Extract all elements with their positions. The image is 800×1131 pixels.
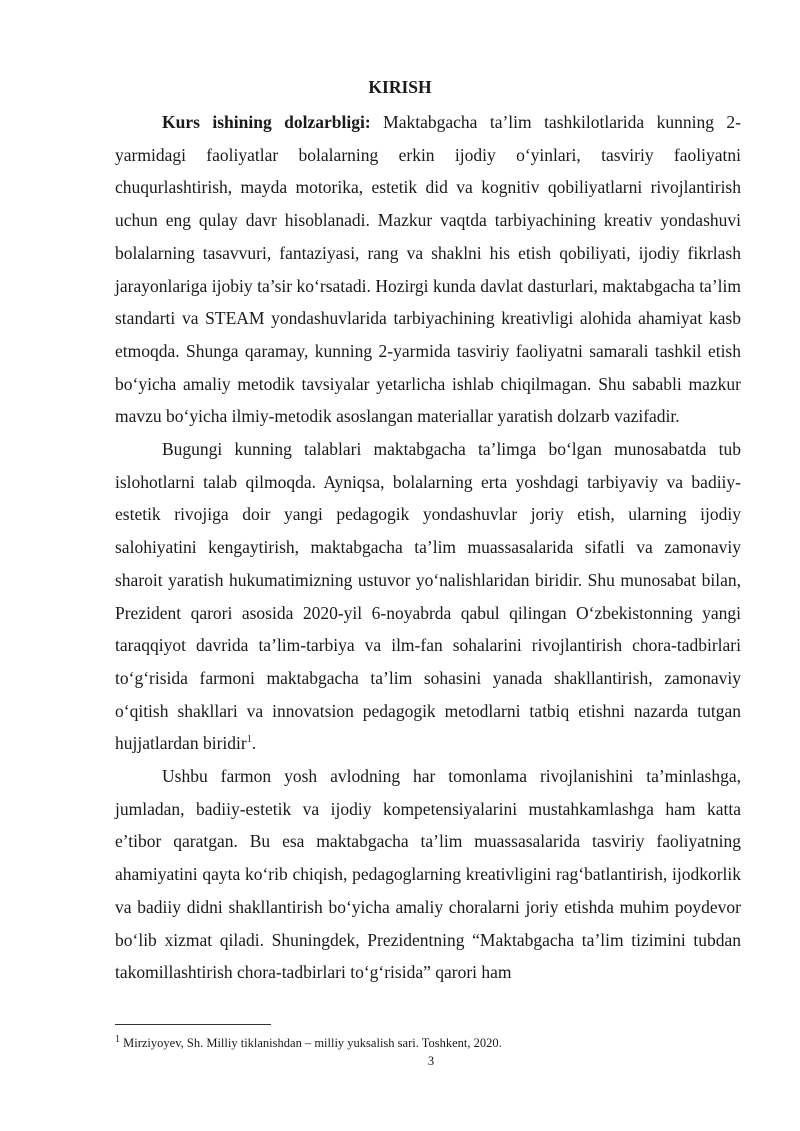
paragraph-text: Maktabgacha ta’lim tashkilotlarida kunning 2-yarmidagi faoliyatlar bolalarning erkin ijodiy o‘yinlari, tasviriy faoliyatni chuqurlashtirish, mayda motorika, estetik did va kognitiv qobiliyatlarni rivojlantirish uchun eng qulay davr hisoblanadi. Mazkur vaqtda tarbiyachining kreativ yondashuvi bolalarning tasavvuri, fantaziyasi, rang va shaklni his etish qobiliyati, ijodiy fikrlash jarayonlariga ijobiy ta’sir ko‘rsatadi. Hozirgi kunda davlat dasturlari, maktabgacha ta’lim standarti va STEAM yondashuvlarida tarbiyachining kreativligi alohida ahamiyat kasb etmoqda. Shunga qaramay, kunning 2-yarmida tasviriy faoliyatni samarali tashkil etish bo‘yicha amaliy metodik tavsiyalar yetarlicha ishlab chiqilmagan. Shu sababli mazkur mavzu bo‘yicha ilmiy-metodik asoslangan materiallar yaratish dolzarb vazifadir. xyxy=(115,112,742,427)
page-title: KIRISH xyxy=(368,77,432,97)
paragraph-text: Bugungi kunning talablari maktabgacha ta’limga bo‘lgan munosabatda tub islohotlarni talab qilmoqda. Ayniqsa, bolalarning erta yoshdagi tarbiyaviy va badiiy-estetik rivojiga doir yangi pedagogik yondashuvlar joriy etish, ularning ijodiy salohiyatini kengaytirish, maktabgacha ta’lim muassasalarida sifatli va zamonaviy sharoit yaratish hukumatimizning ustuvor yo‘nalishlaridan biridir. Shu munosabat bilan, Prezident qarori asosida 2020-yil 6-noyabrda qabul qilingan O‘zbekistonning yangi taraqqiyot davrida ta’lim-tarbiya va ilm-fan sohalarini rivojlantirish chora-tadbirlari to‘g‘risida farmoni maktabgacha ta’lim sohasini yanada shakllantirish, zamonaviy o‘qitish shakllari va innovatsion pedagogik metodlarni tatbiq etishni nazarda tutgan hujjatlardan biridir xyxy=(115,439,741,754)
footnote-divider xyxy=(115,1024,271,1025)
paragraph-3 xyxy=(115,760,741,989)
paragraph-2 xyxy=(115,433,741,760)
paragraph-1 xyxy=(115,106,741,433)
footnote-text: Mirziyoyev, Sh. Milliy tiklanishdan – milliy yuksalish sari. Toshkent, 2020. xyxy=(120,1036,502,1051)
paragraph-text: Ushbu farmon yosh avlodning har tomonlama rivojlanishini ta’minlashga, jumladan, badiiy-estetik va ijodiy kompetensiyalarini mustahkamlashga ham katta e’tibor qaratgan. Bu esa maktabgacha ta’lim muassasalarida tasviriy faoliyatning ahamiyatini qayta ko‘rib chiqish, pedagoglarning kreativligini rag‘batlantirish, ijodkorlik va badiiy didni shakllantirish bo‘yicha amaliy choralarni joriy etishda muhim poydevor bo‘lib xizmat qiladi. Shuningdek, Prezidentning “Maktabgacha ta’lim tizimini tubdan takomillashtirish chora-tadbirlari to‘g‘risida” qarori ham xyxy=(115,766,741,983)
body-text xyxy=(115,106,741,989)
page-number: 3 xyxy=(427,1054,435,1068)
footnote-marker: 1 xyxy=(115,1034,120,1045)
footnote-reference[interactable]: 1 xyxy=(246,734,252,746)
paragraph-tail: . xyxy=(251,733,257,754)
footnote xyxy=(115,1032,741,1051)
paragraph-lead: Kurs ishining dolzarbligi: xyxy=(162,112,371,132)
